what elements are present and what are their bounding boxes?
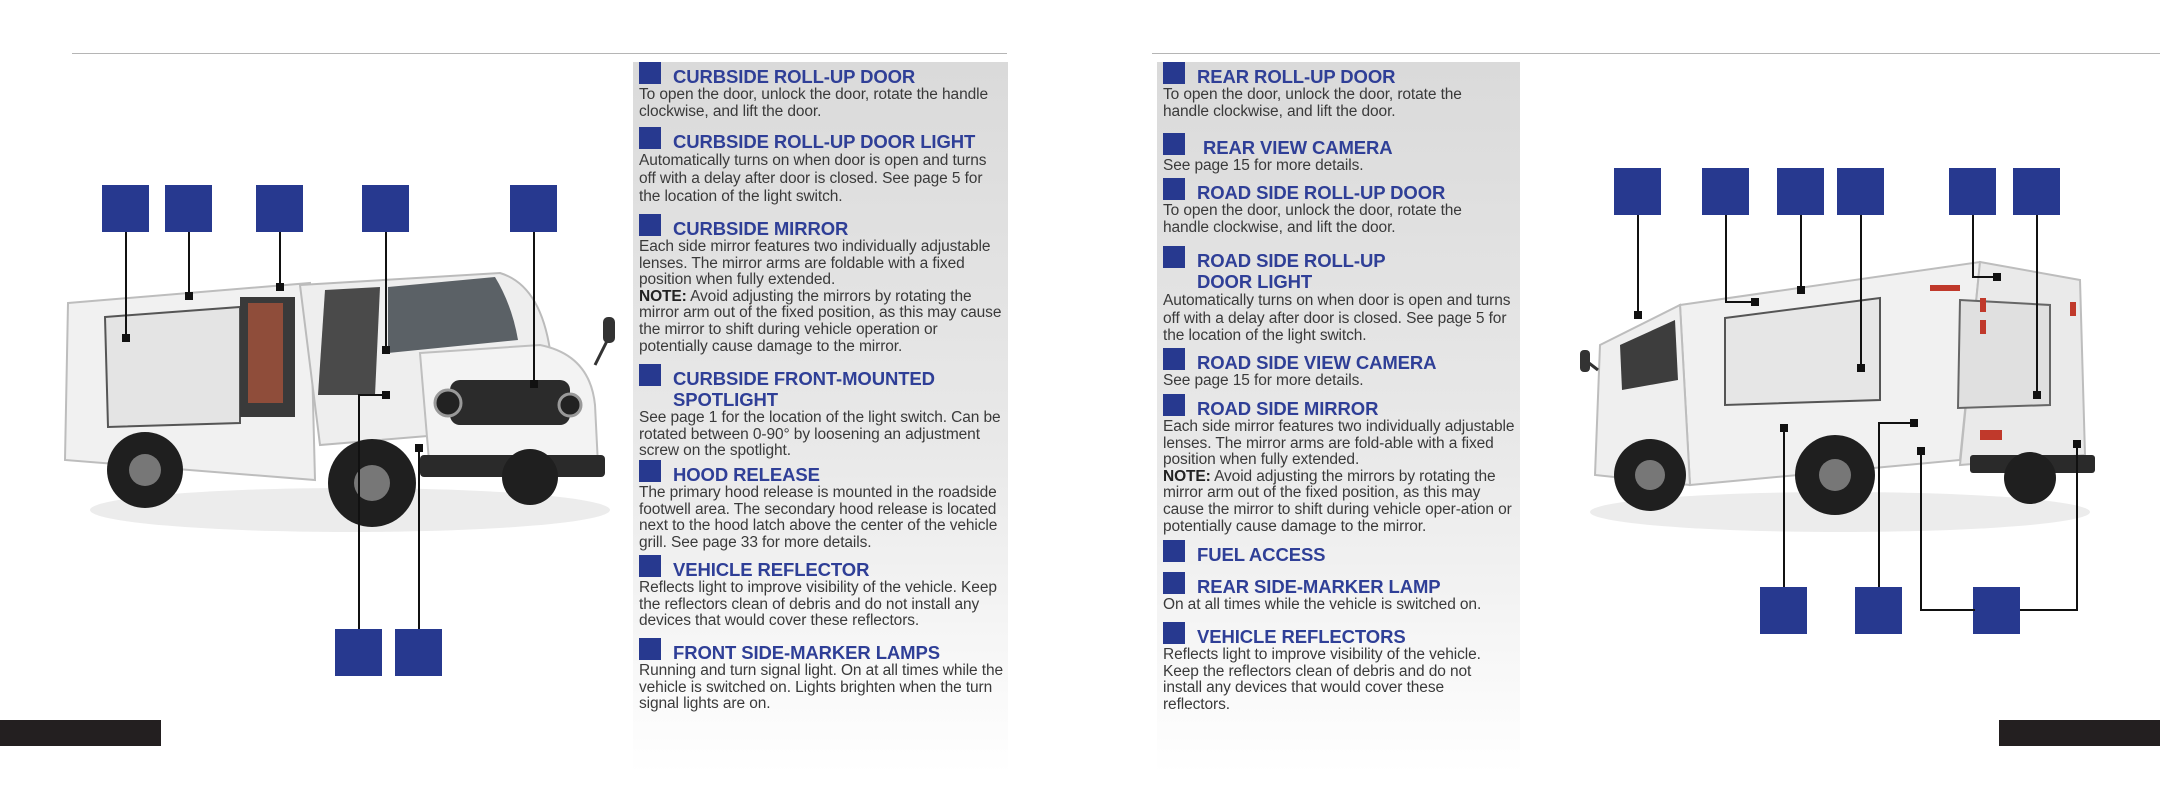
item-heading: FUEL ACCESS [1197,544,1326,565]
leader-line [2036,215,2038,395]
info-item [1163,62,1515,120]
info-item [1163,394,1515,535]
leader-line [279,232,281,287]
item-body: See page 15 for more details. [1163,157,1364,174]
callout-curbside-rollup-door-light [165,185,212,232]
item-heading: ROAD SIDE ROLL-UP DOOR [1197,182,1446,203]
item-body-text: Each side mirror features two individually adjustable lenses. The mirror arms are foldable with a fixed position when fully extended. [639,238,991,289]
leader-line [125,232,127,338]
leader-dot [1751,298,1759,306]
callout-square-icon [1163,572,1185,594]
callout-front-side-marker [395,629,442,676]
callout-road-side-rollup-door-light [1702,168,1749,215]
item-body: On at all times while the vehicle is switched on. [1163,596,1482,613]
leader-line [1878,422,1914,424]
item-body: To open the door, unlock the door, rotate the handle clockwise, and lift the door. [1163,86,1462,120]
callout-square-icon [639,62,661,84]
callout-square-icon [639,364,661,386]
item-heading: ROAD SIDE MIRROR [1197,398,1379,419]
leader-dot [1917,447,1925,455]
info-item [639,127,1007,206]
callout-road-side-door-handle [1777,168,1824,215]
info-item [1163,540,1515,565]
item-heading: CURBSIDE FRONT-MOUNTED SPOTLIGHT [673,368,935,410]
info-item [639,555,1007,630]
info-item [1163,246,1515,345]
callout-square-icon [639,127,661,149]
leader-dot [276,283,284,291]
leader-line [358,394,360,629]
item-body: Automatically turns on when door is open and turns off with a delay after door is closed. See page 5 for the location of the light switch. [1163,292,1511,344]
vehicle-rear-illustration [1580,250,2100,550]
item-heading: CURBSIDE MIRROR [673,218,849,239]
leader-line [1783,427,1785,587]
item-body: Running and turn signal light. On at all times while the vehicle is switched on. Lights brighten when the turn signal lights are on. [639,662,1004,713]
info-item [1163,133,1515,175]
callout-road-side-rollup-door [1837,168,1884,215]
callout-curbside-mirror [256,185,303,232]
item-body: To open the door, unlock the door, rotate the handle clockwise, and lift the door. [1163,202,1462,236]
leader-line [1878,422,1880,587]
item-body [1163,419,1515,535]
left-info-panel [633,62,1008,774]
leader-dot [1993,273,2001,281]
callout-square-icon [1163,394,1185,416]
callout-fuel-access [1760,587,1807,634]
callout-square-icon [1163,540,1185,562]
leader-dot [185,292,193,300]
note-text: Avoid adjusting the mirrors by rotating the mirror arm out of the fixed position, as this may cause the mirror to shift during vehicle operation or potentially cause damage to the mirror. [639,287,1002,355]
item-body: See page 1 for the location of the light switch. Can be rotated between 0-90° by loosening an adjustment screw on the spotlight. [639,409,1001,460]
callout-square-icon [639,214,661,236]
leader-line [188,232,190,296]
leader-line [2076,443,2078,611]
callout-vehicle-reflector [335,629,382,676]
info-item [1163,348,1515,390]
callout-rear-side-marker-lamp [1855,587,1902,634]
leader-line [533,232,535,384]
item-heading: ROAD SIDE VIEW CAMERA [1197,352,1437,373]
callout-square-icon [1163,246,1185,268]
leader-dot [1910,419,1918,427]
header-rule-right [1152,53,2160,54]
callout-square-icon [1163,178,1185,200]
info-item [639,62,1007,120]
leader-line [1920,609,1975,611]
leader-dot [1634,311,1642,319]
leader-dot [530,380,538,388]
callout-road-side-view-camera [1614,168,1661,215]
leader-line [1800,215,1802,289]
leader-line [2020,609,2078,611]
item-heading: REAR VIEW CAMERA [1203,137,1393,158]
callout-vehicle-reflectors [1973,587,2020,634]
item-body-text: Each side mirror features two individually adjustable lenses. The mirror arms are fold-able with a fixed position when fully extended. [1163,418,1515,469]
leader-line [1972,215,1974,277]
leader-dot [1857,364,1865,372]
item-body: The primary hood release is mounted in the roadside footwell area. The secondary hood release is located next to the hood latch above the center of the vehicle grill. See page 33 for more details. [639,484,998,551]
footer-bar-left [0,720,161,746]
leader-dot [382,391,390,399]
item-body: Reflects light to improve visibility of the vehicle. Keep the reflectors clean of debris and do not install any devices that would cover these reflectors. [639,579,997,630]
item-heading: REAR SIDE-MARKER LAMP [1197,576,1441,597]
note-label: NOTE: [1163,467,1211,485]
leader-line [1920,450,1922,610]
info-item [1163,572,1515,614]
info-item [639,638,1007,713]
callout-curbside-spotlight [362,185,409,232]
leader-line [418,447,420,629]
info-item [639,214,1007,355]
item-heading: VEHICLE REFLECTORS [1197,626,1406,647]
item-heading: VEHICLE REFLECTOR [673,559,870,580]
item-body: See page 15 for more details. [1163,372,1364,389]
leader-line [1725,215,1727,303]
info-item [639,364,1007,460]
leader-line [1637,215,1639,315]
leader-dot [122,334,130,342]
note-label: NOTE: [639,287,687,305]
callout-square-icon [1163,62,1185,84]
right-info-panel [1157,62,1520,774]
info-item [1163,178,1515,236]
callout-square-icon [1163,348,1185,370]
info-item [639,460,1007,551]
callout-square-icon [639,460,661,482]
item-heading: REAR ROLL-UP DOOR [1197,66,1396,87]
item-heading: CURBSIDE ROLL-UP DOOR [673,66,916,87]
info-item [1163,622,1515,713]
callout-hood-release [510,185,557,232]
footer-bar-right [1999,720,2160,746]
callout-rear-rollup-door [2013,168,2060,215]
note-text: Avoid adjusting the mirrors by rotating the mirror arm out of the fixed position, as this may cause the mirror to shift during vehicle oper-ation or potentially cause damage to the mirror. [1163,467,1512,535]
item-body [639,239,1007,355]
callout-square-icon [639,555,661,577]
item-heading: FRONT SIDE-MARKER LAMPS [673,642,940,663]
callout-square-icon [639,638,661,660]
leader-dot [1797,286,1805,294]
header-rule-left [72,53,1007,54]
leader-line [1860,215,1862,367]
item-heading: CURBSIDE ROLL-UP DOOR LIGHT [673,131,976,152]
leader-dot [382,346,390,354]
item-heading: HOOD RELEASE [673,464,820,485]
item-body: Automatically turns on when door is open and turns off with a delay after door is closed. See page 5 for the location of the light switch. [639,152,987,205]
callout-square-icon [1163,622,1185,644]
leader-line [385,232,387,350]
leader-dot [2073,440,2081,448]
callout-square-icon [1163,133,1185,155]
callout-rear-view-camera [1949,168,1996,215]
leader-dot [415,444,423,452]
item-body: To open the door, unlock the door, rotate the handle clockwise, and lift the door. [639,86,988,120]
item-body: Reflects light to improve visibility of the vehicle. Keep the reflectors clean of debris and do not install any devices that would cover these reflectors. [1163,646,1481,713]
leader-dot [1780,424,1788,432]
callout-curbside-rollup-door [102,185,149,232]
leader-dot [2033,391,2041,399]
item-heading: ROAD SIDE ROLL-UP DOOR LIGHT [1197,250,1386,292]
